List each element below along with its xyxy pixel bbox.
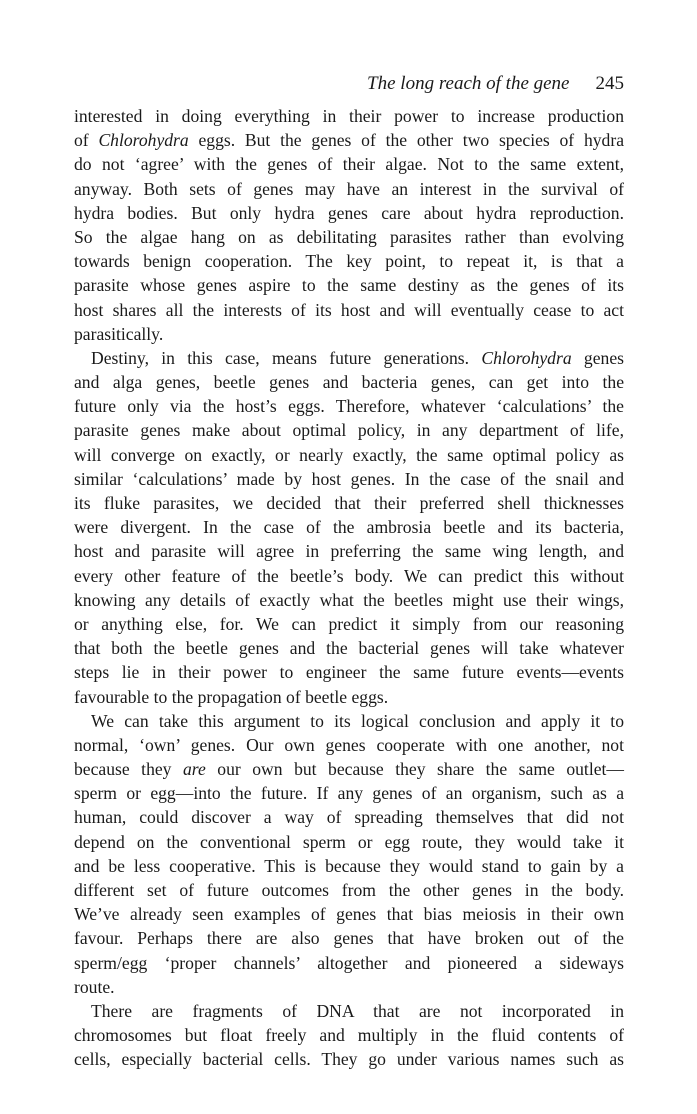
text-line: [74, 273, 624, 297]
text-line: [74, 1023, 624, 1047]
text-run: So the algae hang on as debilitating parasites rather than evolving: [74, 226, 624, 247]
text-line: [74, 152, 624, 176]
text-line: [74, 322, 624, 346]
text-run: normal, ‘own’ genes. Our own genes cooperate with one another, not: [74, 734, 624, 755]
text-line: [74, 636, 624, 660]
text-line: [74, 926, 624, 950]
text-run: host shares all the interests of its host and will eventually cease to act: [74, 299, 624, 320]
text-run: human, could discover a way of spreading themselves that did not: [74, 807, 624, 828]
text-line: [74, 854, 624, 878]
text-run: favour. Perhaps there are also genes that have broken out of the: [74, 928, 624, 949]
paragraph: [74, 104, 624, 346]
text-run: different set of future outcomes from the other genes in the body.: [74, 880, 624, 900]
text-line: [74, 515, 624, 539]
text-run: and be less cooperative. This is because they would stand to gain by a: [74, 855, 624, 876]
text-run: parasite genes make about optimal policy, in any department of life,: [74, 420, 624, 441]
text-run: every other feature of the beetle’s body. We can predict this without: [74, 565, 624, 586]
text-line: [74, 467, 624, 491]
text-line: [74, 128, 624, 152]
body-text: [74, 104, 624, 1072]
text-run: its fluke parasites, we decided that their preferred shell thicknesses: [74, 493, 624, 513]
text-line: [74, 588, 624, 612]
text-run: route.: [74, 976, 115, 997]
italic-text: are: [182, 759, 206, 780]
text-run: do not ‘agree’ with the genes of their algae. Not to the same extent,: [74, 154, 624, 175]
text-run: of: [74, 130, 99, 151]
text-line: [74, 830, 624, 854]
text-line: [74, 418, 624, 442]
text-line: [74, 660, 624, 684]
text-run: will converge on exactly, or nearly exactly, the same optimal policy as: [74, 444, 624, 465]
paragraph: [74, 346, 624, 709]
text-line: [74, 104, 624, 128]
text-run: parasitically.: [74, 323, 164, 344]
page-number: 245: [595, 73, 624, 94]
text-line: [74, 1047, 624, 1071]
text-run: sperm/egg ‘proper channels’ altogether and pioneered a sideways: [74, 952, 624, 973]
text-line: [74, 805, 624, 829]
text-run: and alga genes, beetle genes and bacteria genes, can get into the: [74, 372, 624, 393]
text-run: towards benign cooperation. The key point, to repeat it, is that a: [74, 251, 624, 272]
text-run: cells, especially bacterial cells. They go under various names such as: [74, 1049, 624, 1070]
text-run: depend on the conventional sperm or egg route, they would take it: [74, 831, 624, 852]
paragraph: [74, 999, 624, 1072]
text-run: similar ‘calculations’ made by host genes. In the case of the snail and: [74, 468, 624, 489]
text-run: hydra bodies. But only hydra genes care about hydra reproduction.: [74, 202, 624, 223]
running-title: The long reach of the gene: [367, 73, 570, 94]
text-line: [74, 225, 624, 249]
text-line: [74, 346, 624, 370]
text-run: genes: [571, 347, 624, 368]
text-line: [74, 612, 624, 636]
text-line: [74, 539, 624, 563]
text-run: sperm or egg—into the future. If any genes of an organism, such as a: [74, 783, 624, 804]
text-line: [74, 999, 624, 1023]
text-line: [74, 201, 624, 225]
text-line: [74, 249, 624, 273]
italic-text: Chlorohydra: [481, 347, 572, 368]
text-run: anyway. Both sets of genes may have an interest in the survival of: [74, 178, 624, 199]
text-line: [74, 177, 624, 201]
text-line: [74, 709, 624, 733]
text-line: [74, 878, 624, 902]
text-run: parasite whose genes aspire to the same destiny as the genes of its: [74, 275, 624, 296]
text-run: steps lie in their power to engineer the same future events—events: [74, 662, 624, 683]
text-run: We can take this argument to its logical conclusion and apply it to: [91, 710, 624, 731]
text-line: [74, 975, 624, 999]
text-run: We’ve already seen examples of genes that bias meiosis in their own: [74, 904, 624, 925]
text-line: [74, 491, 624, 515]
text-run: interested in doing everything in their power to increase production: [74, 106, 624, 126]
text-line: [74, 298, 624, 322]
running-head: [367, 72, 624, 96]
text-run: favourable to the propagation of beetle eggs.: [74, 686, 389, 707]
text-run: because they: [74, 759, 183, 780]
text-run: chromosomes but float freely and multiply in the fluid contents of: [74, 1025, 624, 1046]
text-run: our own but because they share the same outlet—: [205, 759, 624, 780]
text-run: were divergent. In the case of the ambrosia beetle and its bacteria,: [74, 517, 624, 538]
text-line: [74, 902, 624, 926]
text-line: [74, 443, 624, 467]
text-line: [74, 951, 624, 975]
text-run: knowing any details of exactly what the beetles might use their wings,: [74, 589, 624, 610]
text-line: [74, 781, 624, 805]
italic-text: Chlorohydra: [98, 130, 189, 151]
text-line: [74, 685, 624, 709]
text-run: future only via the host’s eggs. Therefore, whatever ‘calculations’ the: [74, 396, 624, 417]
text-run: Destiny, in this case, means future generations.: [91, 347, 482, 368]
paragraph: [74, 709, 624, 999]
text-line: [74, 370, 624, 394]
text-line: [74, 394, 624, 418]
text-run: host and parasite will agree in preferring the same wing length, and: [74, 541, 624, 562]
text-line: [74, 757, 624, 781]
text-line: [74, 733, 624, 757]
text-run: eggs. But the genes of the other two species of hydra: [188, 130, 624, 151]
text-run: or anything else, for. We can predict it simply from our reasoning: [74, 613, 624, 634]
text-run: There are fragments of DNA that are not incorporated in: [91, 1000, 624, 1021]
text-run: that both the beetle genes and the bacterial genes will take whatever: [74, 638, 624, 659]
text-line: [74, 564, 624, 588]
